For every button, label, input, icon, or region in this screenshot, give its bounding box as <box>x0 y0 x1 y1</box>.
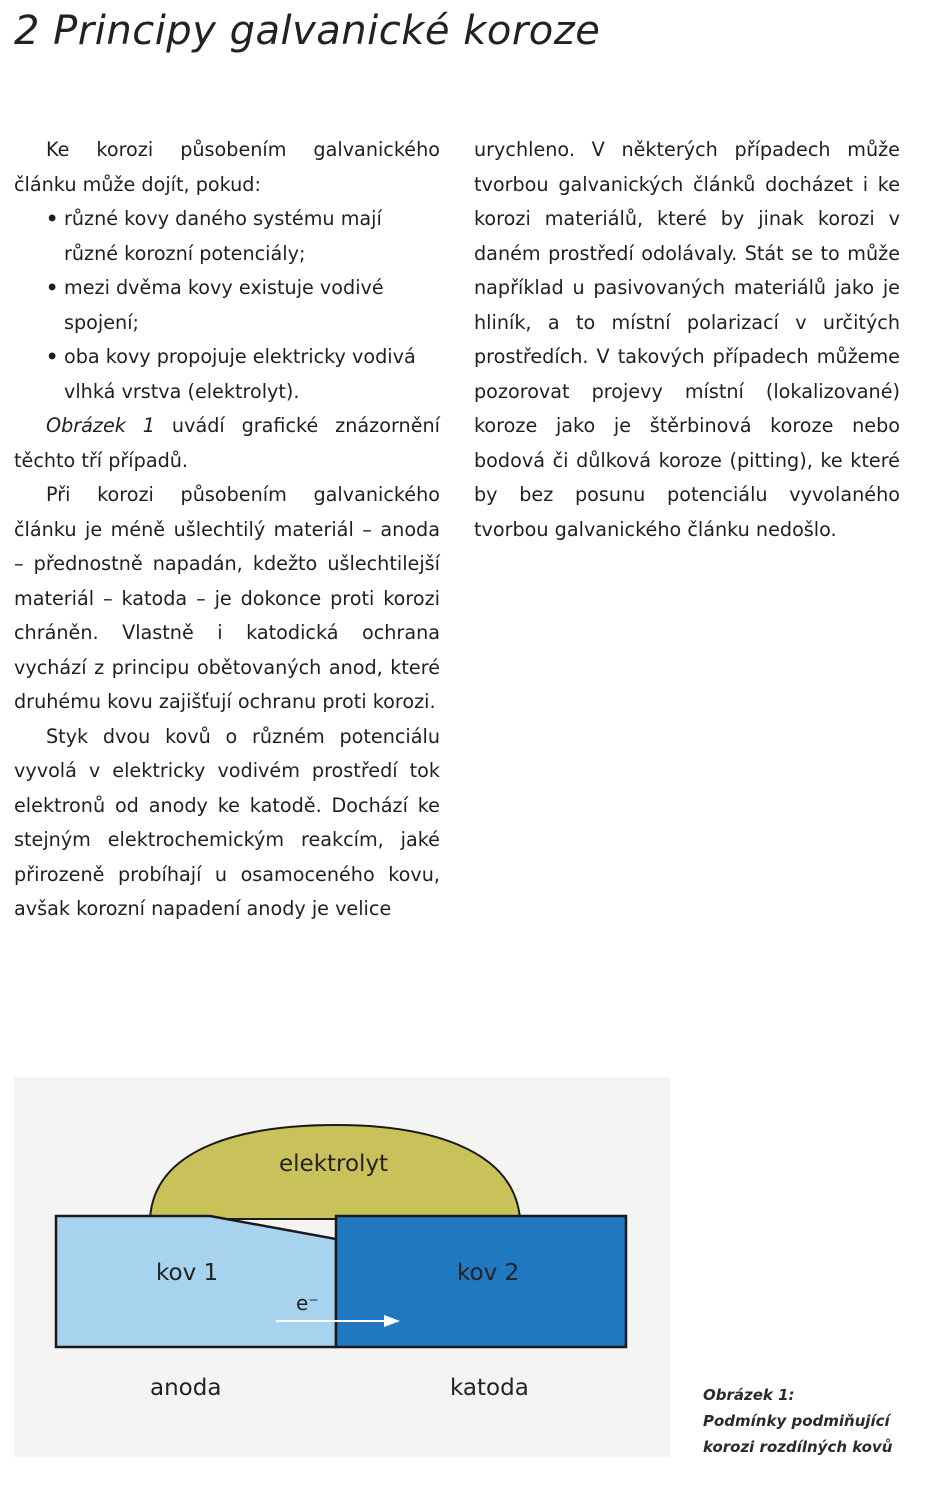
anode-label: anoda <box>150 1375 222 1401</box>
metal-2-label: kov 2 <box>457 1260 520 1286</box>
caption-label: Obrázek 1: <box>703 1386 795 1404</box>
electron-label: e⁻ <box>296 1291 319 1315</box>
electrolyte-label: elektrolyt <box>279 1151 389 1177</box>
list-item: • oba kovy propojuje elektricky vodivá vlhká vrstva (elektrolyt). <box>46 340 440 409</box>
list-item: • mezi dvěma kovy existuje vodivé spojení; <box>46 271 440 340</box>
galvanic-cell-diagram <box>14 1077 670 1457</box>
page-title: 2 Principy galvanické koroze <box>14 8 601 54</box>
figure-reference: Obrázek 1 <box>46 414 156 437</box>
intro-paragraph: Ke korozi působením galvanického článku může dojít, pokud: <box>14 138 440 196</box>
figure-reference-text: uvádí grafické znázornění těchto tří případů. <box>14 414 440 472</box>
caption-line: Podmínky podmiňující <box>703 1412 890 1430</box>
list-item: • různé kovy daného systému mají různé korozní potenciály; <box>46 202 440 271</box>
body-paragraph: Při korozi působením galvanického článku je méně ušlechtilý materiál – anoda – přednostně napadán, kdežto ušlechtilejší materiál – katoda – je dokonce proti korozi chráněn. Vlastně i katodická ochrana vychází z principu obětovaných anod, které druhému kovu zajišťují ochranu proti korozi. <box>14 483 440 713</box>
caption-line: korozi rozdílných kovů <box>703 1438 893 1456</box>
cathode-label: katoda <box>450 1375 529 1401</box>
figure-reference-paragraph <box>14 409 440 478</box>
galvanic-cell-figure <box>14 1077 670 1457</box>
conditions-list <box>14 202 440 409</box>
figure-caption <box>703 1382 903 1460</box>
right-column <box>474 133 900 547</box>
left-column <box>14 133 440 927</box>
body-paragraph: Styk dvou kovů o různém potenciálu vyvolá v elektricky vodivém prostředí tok elektronů od anody ke katodě. Dochází ke stejným elektrochemickým reakcím, jaké přirozeně probíhají u osamoceného kovu, avšak korozní napadení anody je velice <box>14 724 440 920</box>
body-paragraph: urychleno. V některých případech může tvorbou galvanických článků docházet i ke korozi materiálů, které by jinak korozi v daném prostředí odolávaly. Stát se to může například u pasivovaných materiálů jako je hliník, a to místní polarizací v určitých prostředích. V takových případech můžeme pozorovat projevy místní (lokalizované) koroze jako je štěrbinová koroze nebo bodová či důlková koroze (pitting), ke které by bez posunu potenciálu vyvolaného tvorbou galvanického článku nedošlo. <box>474 138 900 541</box>
metal-1-label: kov 1 <box>156 1260 219 1286</box>
